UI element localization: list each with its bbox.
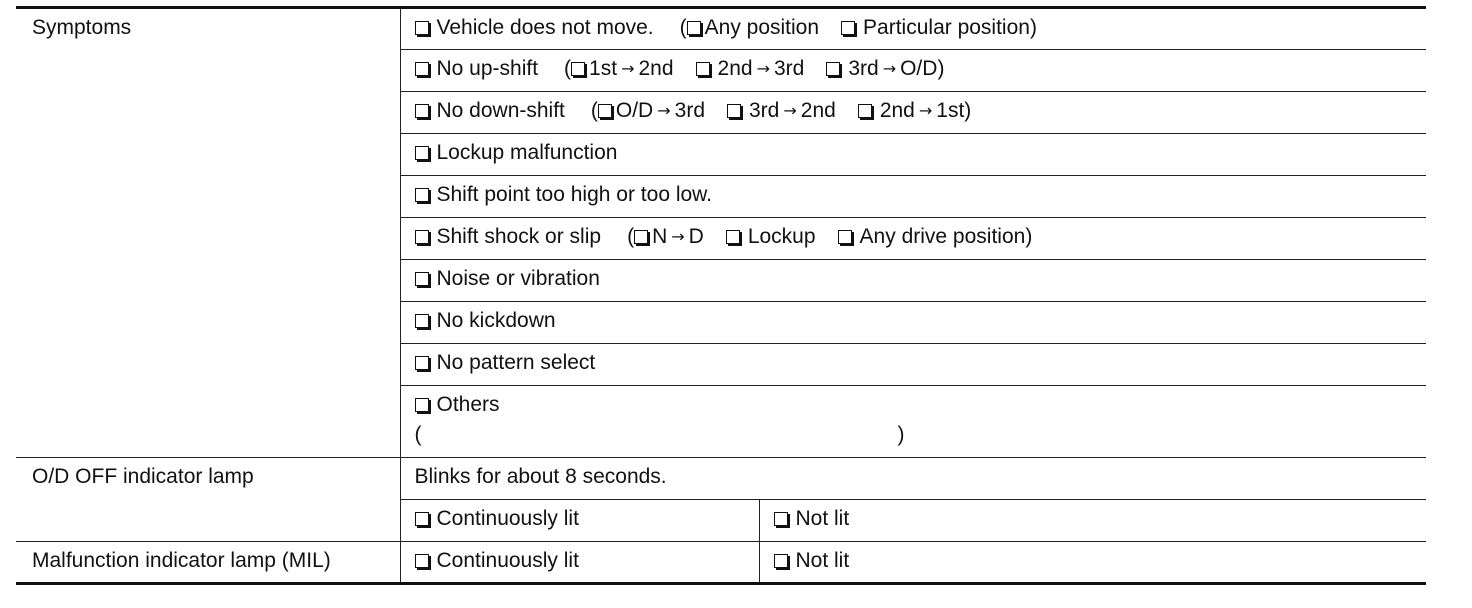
downshift-2nd-to: 1st <box>936 99 965 122</box>
od-off-blinks-text: Blinks for about 8 seconds. <box>414 465 667 488</box>
od-off-not-lit-checkbox[interactable] <box>774 512 788 526</box>
paren-close: ) <box>897 423 905 446</box>
others-label: Others <box>436 393 500 416</box>
particular-position-label: Particular position <box>863 16 1030 39</box>
downshift-3rd-to: 2nd <box>800 99 836 122</box>
no-downshift-cell <box>400 92 1426 134</box>
paren-close: ) <box>964 99 972 122</box>
no-downshift-label: No down-shift <box>436 99 565 122</box>
no-downshift-checkbox[interactable] <box>415 104 429 118</box>
diagnostic-worksheet <box>16 6 1426 585</box>
shock-n-from: N <box>652 225 668 248</box>
shift-point-checkbox[interactable] <box>415 188 429 202</box>
shift-shock-cell <box>400 218 1426 260</box>
arrow-right-icon: → <box>882 59 897 78</box>
arrow-right-icon: → <box>783 101 797 120</box>
mil-row <box>16 542 1426 584</box>
downshift-3rd-2nd-checkbox[interactable] <box>727 104 741 118</box>
mil-label-cell <box>16 542 400 584</box>
noise-cell <box>400 260 1426 302</box>
paren-close: ) <box>937 57 945 80</box>
od-off-not-lit-cell <box>759 500 1426 542</box>
upshift-2nd-from: 2nd <box>717 57 753 80</box>
od-off-continuous-checkbox[interactable] <box>415 512 429 526</box>
kickdown-checkbox[interactable] <box>415 314 429 328</box>
others-cell <box>400 386 1426 458</box>
symptom-table <box>16 6 1426 585</box>
symptoms-label-cell <box>16 8 400 458</box>
downshift-od-3rd-checkbox[interactable] <box>598 104 612 118</box>
paren-open: ( <box>627 225 635 248</box>
shift-point-cell <box>400 176 1426 218</box>
arrow-right-icon: → <box>918 101 933 120</box>
od-off-continuous-cell <box>400 500 759 542</box>
mil-continuous-checkbox[interactable] <box>415 554 429 568</box>
symptoms-label: Symptoms <box>32 16 132 39</box>
pattern-cell <box>400 344 1426 386</box>
downshift-2nd-1st-checkbox[interactable] <box>858 104 872 118</box>
lockup-cell <box>400 134 1426 176</box>
upshift-2nd-to: 3rd <box>773 57 805 80</box>
upshift-1st-from: 1st <box>589 57 618 80</box>
noise-label: Noise or vibration <box>436 267 600 290</box>
particular-position-checkbox[interactable] <box>841 21 855 35</box>
upshift-3rd-od-checkbox[interactable] <box>826 62 840 76</box>
kickdown-cell <box>400 302 1426 344</box>
vehicle-no-move-label: Vehicle does not move. <box>436 16 654 39</box>
paren-open: ( <box>564 57 572 80</box>
paren-open: ( <box>414 423 422 446</box>
od-off-row-blinks <box>16 458 1426 500</box>
downshift-3rd-from: 3rd <box>749 99 780 122</box>
upshift-1st-2nd-checkbox[interactable] <box>571 62 585 76</box>
arrow-right-icon: → <box>756 59 770 78</box>
lockup-malfunction-label: Lockup malfunction <box>436 141 618 164</box>
shock-lockup-checkbox[interactable] <box>726 230 740 244</box>
any-position-label: Any position <box>704 16 820 39</box>
others-checkbox[interactable] <box>415 398 429 412</box>
shift-shock-label: Shift shock or slip <box>436 225 602 248</box>
noise-checkbox[interactable] <box>415 272 429 286</box>
paren-open: ( <box>590 99 598 122</box>
mil-label: Malfunction indicator lamp (MIL) <box>32 549 331 572</box>
mil-not-lit-cell <box>759 542 1426 584</box>
upshift-3rd-to: O/D <box>900 57 938 80</box>
any-position-checkbox[interactable] <box>687 21 701 35</box>
lockup-malfunction-checkbox[interactable] <box>415 146 429 160</box>
no-upshift-cell <box>400 50 1426 92</box>
od-off-label-cell <box>16 458 400 542</box>
no-upshift-label: No up-shift <box>436 57 539 80</box>
mil-not-lit-checkbox[interactable] <box>774 554 788 568</box>
shock-n-d-checkbox[interactable] <box>634 230 648 244</box>
shift-shock-checkbox[interactable] <box>415 230 429 244</box>
kickdown-label: No kickdown <box>436 309 556 332</box>
symptom-row-vehicle-no-move <box>16 8 1426 50</box>
shock-d-to: D <box>688 225 704 248</box>
upshift-2nd-3rd-checkbox[interactable] <box>696 62 710 76</box>
od-off-continuous-label: Continuously lit <box>436 507 579 530</box>
arrow-right-icon: → <box>621 59 635 78</box>
mil-not-lit-label: Not lit <box>795 549 850 572</box>
paren-open: ( <box>679 16 687 39</box>
arrow-right-icon: → <box>671 227 685 246</box>
od-off-blinks-cell <box>400 458 1426 500</box>
paren-close: ) <box>1025 225 1033 248</box>
others-input-line[interactable] <box>415 424 905 445</box>
mil-continuous-label: Continuously lit <box>436 549 579 572</box>
shock-any-drive-checkbox[interactable] <box>838 230 852 244</box>
vehicle-no-move-cell <box>400 8 1426 50</box>
shock-lockup-label: Lockup <box>747 225 816 248</box>
pattern-checkbox[interactable] <box>415 356 429 370</box>
shift-point-label: Shift point too high or too low. <box>436 183 713 206</box>
od-off-not-lit-label: Not lit <box>795 507 850 530</box>
no-upshift-checkbox[interactable] <box>415 62 429 76</box>
mil-continuous-cell <box>400 542 759 584</box>
downshift-2nd-from: 2nd <box>879 99 915 122</box>
downshift-od-from: O/D <box>615 99 654 122</box>
upshift-3rd-from: 3rd <box>848 57 879 80</box>
upshift-1st-to: 2nd <box>638 57 674 80</box>
paren-close: ) <box>1029 16 1037 39</box>
shock-any-drive-label: Any drive position <box>859 225 1026 248</box>
arrow-right-icon: → <box>657 101 671 120</box>
pattern-label: No pattern select <box>436 351 596 374</box>
vehicle-no-move-checkbox[interactable] <box>415 21 429 35</box>
od-off-label: O/D OFF indicator lamp <box>32 465 254 488</box>
downshift-od-to: 3rd <box>674 99 705 122</box>
